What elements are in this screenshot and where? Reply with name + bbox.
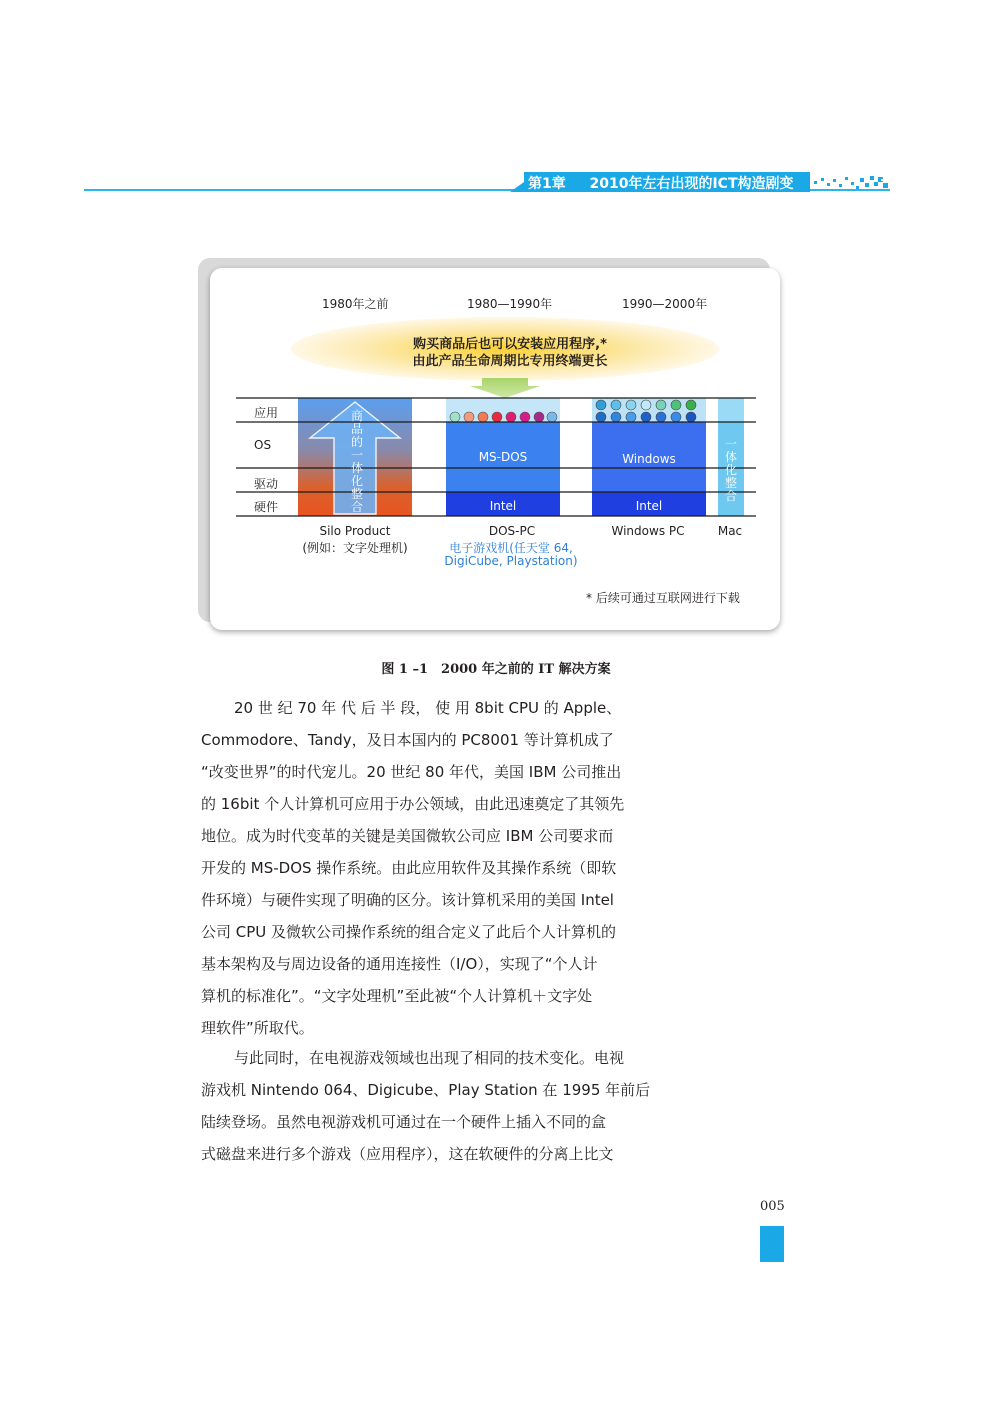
row-label-driver: 驱动 (254, 477, 279, 491)
windows-label: Windows (622, 452, 676, 466)
text-line: 理软件”所取代。 (201, 1019, 314, 1037)
text-line: 陆续登场。虽然电视游戏机可通过在一个硬件上插入不同的盒 (201, 1113, 607, 1131)
text-line: 与此同时，在电视游戏领域也出现了相同的技术变化。电视 (234, 1049, 625, 1067)
column-windows-pc: Windows PC (611, 524, 685, 538)
row-label-app: 应用 (254, 406, 279, 420)
text-line: 的 16bit 个人计算机可应用于办公领域，由此迅速奠定了其领先 (201, 795, 625, 813)
text-line: 公司 CPU 及微软公司操作系统的组合定义了此后个人计算机的 (201, 923, 617, 941)
chapter-number: 第1章 (528, 176, 566, 192)
mac-integration-label: 一体化整合 (724, 437, 737, 503)
text-line: 式磁盘来进行多个游戏（应用程序），这在软硬件的分离上比文 (201, 1145, 614, 1163)
column-dos-pc: DOS-PC (488, 524, 536, 538)
row-label-os: OS (254, 438, 272, 452)
text-line: 地位。成为时代变革的关键是美国微软公司应 IBM 公司要求而 (201, 827, 614, 845)
column-silo-example: (例如：文字处理机) (302, 541, 408, 555)
figure-footnote: * 后续可通过互联网进行下载 (586, 591, 740, 605)
chapter-title: 2010年左右出现的ICT构造剧变 (589, 176, 794, 192)
paragraph-1 (201, 692, 673, 1044)
page-number: 005 (760, 1199, 785, 1214)
text-line: 开发的 MS-DOS 操作系统。由此应用软件及其操作系统（即软 (201, 859, 617, 877)
row-label-hardware: 硬件 (254, 500, 279, 514)
msdos-label: MS-DOS (478, 450, 528, 464)
chapter-heading (528, 173, 794, 193)
decorative-dots-icon (812, 174, 890, 190)
period-label: 1980—1990年 (467, 297, 553, 311)
text-line: 基本架构及与周边设备的通用连接性（I/O），实现了“个人计 (201, 955, 598, 973)
mac-top (718, 398, 744, 422)
period-label: 1990—2000年 (622, 297, 708, 311)
figure-caption: 图 1 –1 2000 年之前的 IT 解决方案 (381, 662, 611, 677)
text-line: “改变世界”的时代宠儿。20 世纪 80 年代，美国 IBM 公司推出 (201, 763, 622, 781)
silo-integration-label: 商品的一体化整合 (350, 409, 363, 514)
page-tab-marker (760, 1226, 784, 1262)
text-line: 游戏机 Nintendo 064、Digicube、Play Station 在 1995 年前后 (201, 1081, 651, 1099)
paragraph-2 (201, 1042, 673, 1170)
intel-label: Intel (635, 499, 663, 513)
period-label: 1980年之前 (322, 297, 389, 311)
intel-label: Intel (489, 499, 517, 513)
banner-line-1: 购买商品后也可以安装应用程序,* (413, 337, 607, 352)
column-game-console-1: 电子游戏机(任天堂 64, (449, 541, 573, 555)
text-line: Commodore、Tandy，及日本国内的 PC8001 等计算机成了 (201, 731, 614, 749)
down-arrow (470, 378, 540, 398)
column-mac: Mac (717, 524, 743, 538)
text-line: 件环境）与硬件实现了明确的区分。该计算机采用的美国 Intel (201, 891, 614, 909)
column-silo-product: Silo Product (319, 524, 391, 538)
text-line: 算机的标准化”。“文字处理机”至此被“个人计算机＋文字处 (201, 987, 593, 1005)
column-game-console-2: DigiCube, Playstation) (444, 554, 578, 568)
text-line: 20 世 纪 70 年 代 后 半 段， 使 用 8bit CPU 的 Apple、 (234, 699, 622, 717)
banner-line-2: 由此产品生命周期比专用终端更长 (412, 354, 608, 369)
